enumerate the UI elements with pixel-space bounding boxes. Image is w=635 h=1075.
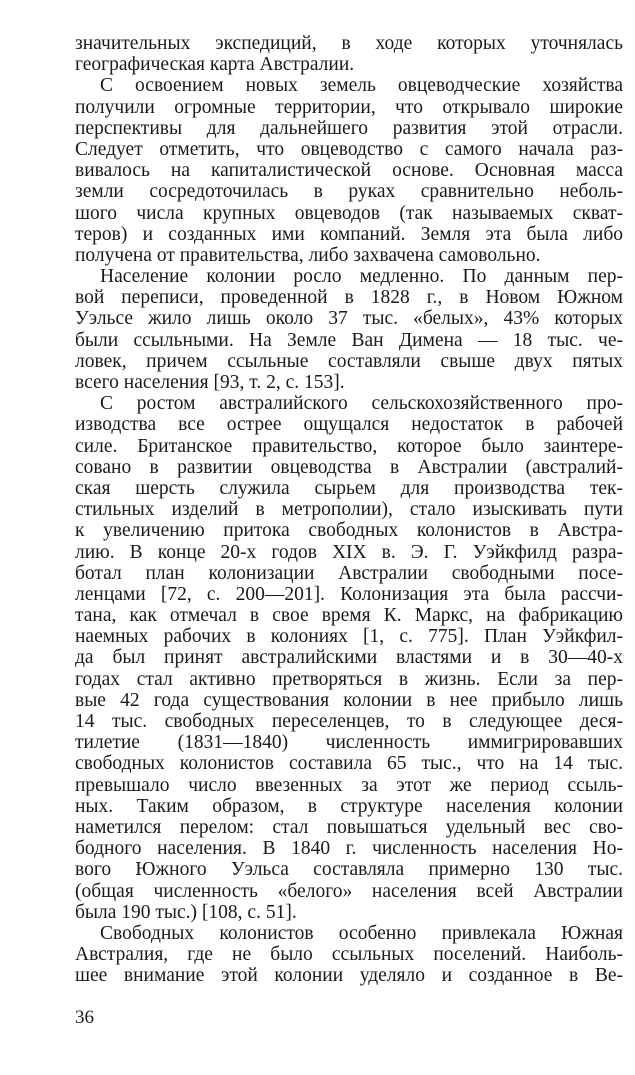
text-line: тилетие (1831—1840) численность иммигрировавших [75,732,623,754]
text-line: ных. Таким образом, в структуре населения колонии [75,795,623,817]
text-line: бодного населения. В 1840 г. численность населения Но- [75,838,623,860]
text-line: шого числа крупных овцеводов (так называемых скват- [75,202,623,224]
text-line: Следует отметить, что овцеводство с самого начала раз- [75,138,623,160]
text-line: С освоением новых земель овцеводческие хозяйства [100,75,623,97]
text-line: силе. Британское правительство, которое было заинтере- [75,435,623,457]
text-line: получена от правительства, либо захвачена самовольно. [75,244,541,266]
text-line: Уэльсе жило лишь около 37 тыс. «белых», 43% которых [75,308,623,330]
text-line: теров) и созданных ими компаний. Земля эта была либо [75,223,623,245]
text-line: изводства все острее ощущался недостаток в рабочей [75,414,623,436]
body-text [75,33,623,986]
text-line: Население колонии росло медленно. По данным пер- [100,266,623,288]
text-line: наемных рабочих в колониях [1, с. 775]. План Уэйкфил- [75,626,623,648]
text-line: вой переписи, проведенной в 1828 г., в Новом Южном [75,287,623,309]
paragraph-2 [75,75,623,266]
text-line: свободных колонистов составила 65 тыс., что на 14 тыс. [75,753,623,775]
text-line: перспективы для дальнейшего развития этой отрасли. [75,117,623,139]
text-line: ботал план колонизации Австралии свободными посе- [75,562,623,584]
paragraph-5 [75,923,623,987]
text-line: к увеличению притока свободных колонистов в Австра- [75,520,623,542]
text-line: лию. В конце 20-х годов XIX в. Э. Г. Уэйкфилд разра- [75,541,623,563]
text-line: ловек, причем ссыльные составляли свыше двух пятых [75,350,623,372]
text-line: всего населения [93, т. 2, с. 153]. [75,372,345,393]
page-number: 36 [75,1007,94,1028]
paragraph-1 [75,33,623,75]
text-line: была 190 тыс.) [108, с. 51]. [75,901,297,923]
paragraph-4 [75,393,623,923]
text-line: превышало число ввезенных за этот же период ссыль- [75,774,623,796]
text-line: Австралия, где не было ссыльных поселений. Наиболь- [75,944,623,966]
text-line: были ссыльными. На Земле Ван Димена — 18 тыс. че- [75,329,623,351]
text-line: стильных изделий в метрополии), стало изыскивать пути [75,499,623,521]
text-line: 14 тыс. свободных переселенцев, то в следующее деся- [75,711,623,732]
text-line: Свободных колонистов особенно привлекала Южная [100,922,623,944]
text-line: (общая численность «белого» населения всей Австралии [75,880,623,902]
text-line: земли сосредоточилась в руках сравнительно неболь- [75,181,623,203]
text-line: шее внимание этой колонии уделяло и созданное в Ве- [75,965,623,987]
text-line: годах стал активно претворяться в жизнь. Если за пер- [75,668,623,690]
text-line: ская шерсть служила сырьем для производства тек- [75,477,623,499]
text-line: вые 42 года существования колонии в нее прибыло лишь [75,689,623,711]
text-line: географическая карта Австралии. [75,54,355,76]
text-line: получили огромные территории, что открывало широкие [75,96,623,118]
text-line: значительных экспедиций, в ходе которых уточнялась [75,33,623,54]
text-line: совано в развитии овцеводства в Австралии (австралий- [75,456,623,478]
text-line: С ростом австралийского сельскохозяйственного про- [100,393,623,415]
text-line: да был принят австралийскими властями и в 30—40-х [75,647,623,669]
text-line: вого Южного Уэльса составляла примерно 130 тыс. [75,859,623,881]
text-line: наметился перелом: стал повышаться удельный вес сво- [75,816,623,838]
paragraph-3 [75,266,623,393]
text-line: ленцами [72, с. 200—201]. Колонизация эта была рассчи- [75,583,623,605]
text-line: вивалось на капиталистической основе. Основная масса [75,160,623,182]
text-line: тана, как отмечал в свое время К. Маркс, на фабрикацию [75,605,623,627]
